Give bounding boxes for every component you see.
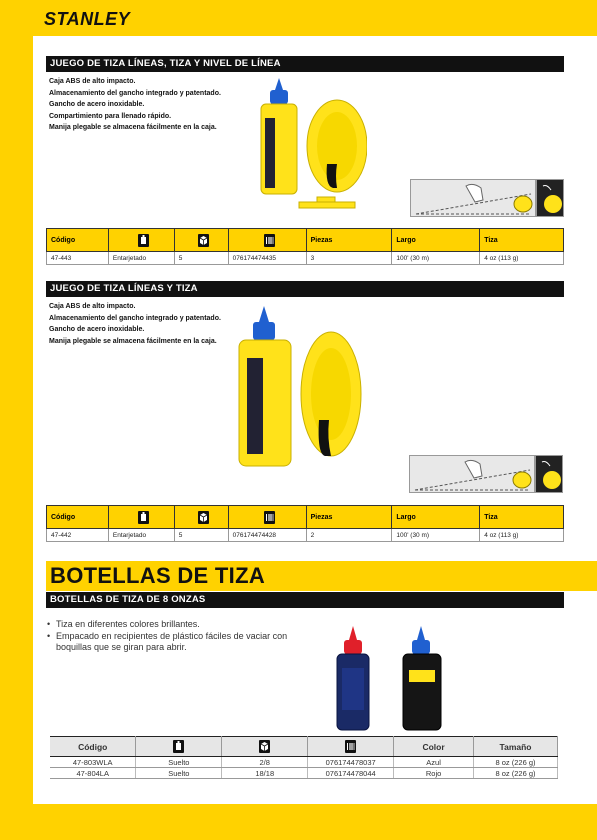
cell-box: 5: [174, 252, 228, 265]
table-header-row: [47, 229, 564, 252]
col-codigo: Código: [50, 737, 136, 757]
cell-largo: 100' (30 m): [392, 529, 480, 542]
cell-codigo: 47-803WLA: [50, 757, 136, 768]
brand-logo: STANLEY: [44, 9, 131, 29]
cell-box: 5: [174, 529, 228, 542]
cell-tiza: 4 oz (113 g): [480, 252, 564, 265]
cell-color: Azul: [394, 757, 474, 768]
section1-spec-table: [46, 228, 564, 265]
cell-tamano: 8 oz (226 g): [474, 768, 558, 779]
bullet-item: • Tiza en diferentes colores brillantes.: [47, 619, 317, 630]
col-largo: Largo: [392, 506, 480, 529]
section3-title: BOTELLAS DE TIZA: [46, 561, 597, 591]
barcode-icon: [228, 506, 306, 529]
content-panel: [33, 36, 597, 804]
col-piezas: Piezas: [306, 506, 392, 529]
cell-piezas: 3: [306, 252, 392, 265]
chalk-bottles-image: [333, 624, 453, 732]
package-icon: [108, 229, 174, 252]
col-codigo: Código: [47, 506, 109, 529]
feature-item: Almacenamiento del gancho integrado y patentado.: [49, 89, 221, 97]
usage-diagram-detail: [535, 455, 563, 493]
cell-package: Entarjetado: [108, 529, 174, 542]
section2-title: JUEGO DE TIZA LÍNEAS Y TIZA: [46, 281, 564, 297]
feature-item: Caja ABS de alto impacto.: [49, 303, 136, 310]
box-icon: [174, 229, 228, 252]
cell-codigo: 47-443: [47, 252, 109, 265]
box-icon: [222, 737, 308, 757]
table-row: [47, 529, 564, 542]
page-header: [0, 0, 597, 36]
table-row: [50, 757, 558, 768]
cell-largo: 100' (30 m): [392, 252, 480, 265]
box-icon: [174, 506, 228, 529]
cell-box: 18/18: [222, 768, 308, 779]
package-icon: [136, 737, 222, 757]
section1-title: JUEGO DE TIZA LÍNEAS, TIZA Y NIVEL DE LÍNEA: [46, 56, 564, 72]
col-piezas: Piezas: [306, 229, 392, 252]
usage-diagram-detail: [536, 179, 564, 217]
col-tamano: Tamaño: [474, 737, 558, 757]
cell-tamano: 8 oz (226 g): [474, 757, 558, 768]
col-largo: Largo: [392, 229, 480, 252]
table-row: [47, 252, 564, 265]
page-footer-band: [0, 804, 597, 840]
cell-package: Entarjetado: [108, 252, 174, 265]
cell-color: Rojo: [394, 768, 474, 779]
cell-codigo: 47-442: [47, 529, 109, 542]
cell-package: Suelto: [136, 757, 222, 768]
bullet-item: • Empacado en recipientes de plástico fáciles de vaciar con boquillas que se giran para abrir.: [47, 631, 317, 653]
col-color: Color: [394, 737, 474, 757]
section3-subtitle: BOTELLAS DE TIZA DE 8 ONZAS: [46, 592, 564, 608]
col-codigo: Código: [47, 229, 109, 252]
feature-item: Manija plegable se almacena fácilmente en la caja.: [49, 124, 217, 131]
chalk-line-kit-image: [255, 76, 367, 216]
usage-diagram: [410, 179, 536, 217]
cell-codigo: 47-804LA: [50, 768, 136, 779]
barcode-icon: [308, 737, 394, 757]
col-tiza: Tiza: [480, 506, 564, 529]
barcode-icon: [228, 229, 306, 252]
section3-spec-table: [50, 736, 558, 779]
cell-barcode: 076174474428: [228, 529, 306, 542]
table-row: [50, 768, 558, 779]
cell-barcode: 076174478037: [308, 757, 394, 768]
cell-barcode: 076174474435: [228, 252, 306, 265]
cell-package: Suelto: [136, 768, 222, 779]
feature-item: Compartimiento para llenado rápido.: [49, 112, 172, 120]
feature-item: Caja ABS de alto impacto.: [49, 78, 136, 85]
section3-bullets: [47, 619, 317, 654]
cell-tiza: 4 oz (113 g): [480, 529, 564, 542]
feature-item: Almacenamiento del gancho integrado y patentado.: [49, 314, 221, 322]
feature-item: Gancho de acero inoxidable.: [49, 326, 145, 333]
cell-barcode: 076174478044: [308, 768, 394, 779]
package-icon: [108, 506, 174, 529]
section1-features: [49, 76, 221, 134]
table-header-row: [50, 737, 558, 757]
usage-diagram: [409, 455, 535, 493]
chalk-line-set-image: [233, 304, 363, 474]
cell-piezas: 2: [306, 529, 392, 542]
col-tiza: Tiza: [480, 229, 564, 252]
feature-item: Gancho de acero inoxidable.: [49, 101, 145, 108]
table-header-row: [47, 506, 564, 529]
cell-box: 2/8: [222, 757, 308, 768]
section2-features: [49, 301, 221, 347]
feature-item: Manija plegable se almacena fácilmente en la caja.: [49, 337, 217, 345]
section2-spec-table: [46, 505, 564, 542]
